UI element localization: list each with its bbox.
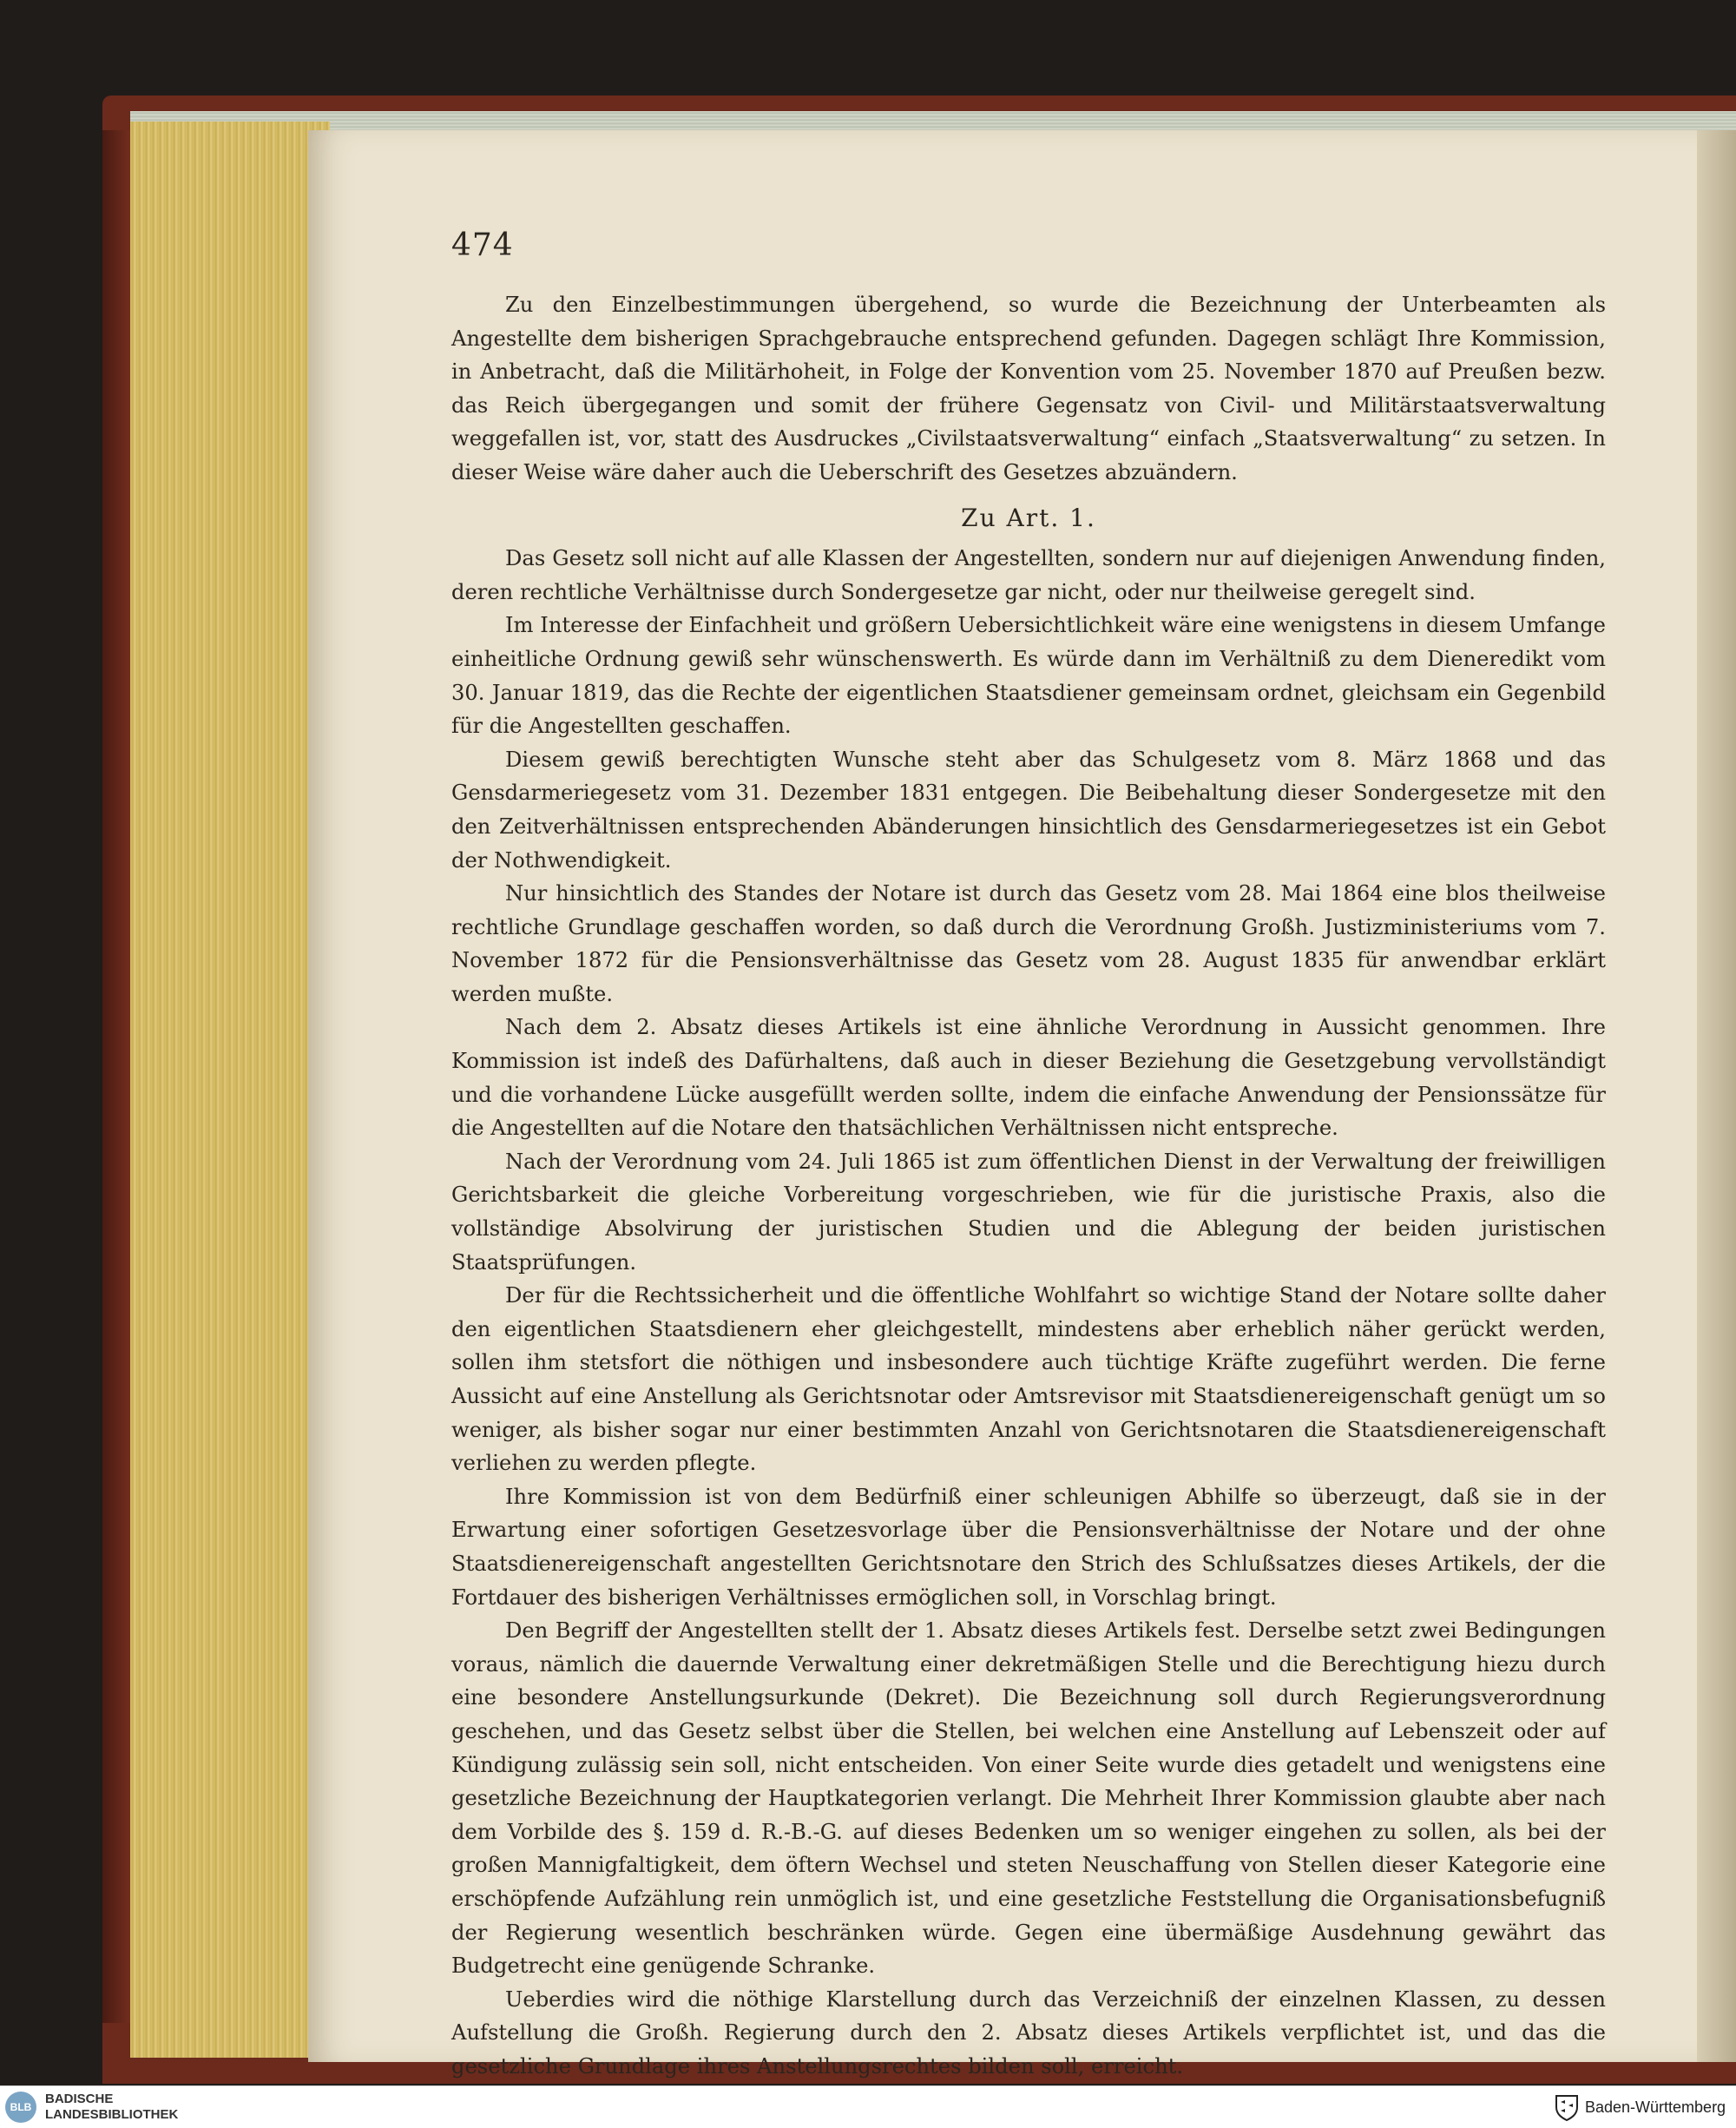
paragraph: Den Begriff der Angestellten stellt der 1. Absatz dieses Artikels fest. Derselbe setzt zwei Bedingungen voraus, nämlich die dauernde Verwaltung einer dekretmäßigen Stelle und die Berechtigung hiezu durch eine besondere Anstellungsurkunde (Dekret). Die Bezeichnung soll durch Regierungsverordnung geschehen, und das Gesetz selbst über die Stellen, bei welchen eine Anstellung auf Lebenszeit oder auf Kündigung zulässig sein soll, nicht entscheiden. Von einer Seite wurde dies getadelt und wenigstens eine gesetzliche Bezeichnung der Hauptkategorien verlangt. Die Mehrheit Ihrer Kommission glaubte aber nach dem Vorbilde des §. 159 d. R.-B.-G. auf dieses Bedenken um so weniger eingehen zu sollen, als bei der großen Mannigfaltigkeit, dem öftern Wechsel und steten Neuschaffung von Stellen dieser Kategorie eine erschöpfende Aufzählung rein unmöglich ist, und eine gesetzliche Feststellung die Organisationsbefugniß der Regierung wesentlich beschränken würde. Gegen eine übermäßige Ausdehnung gewährt das Budgetrecht eine genügende Schranke. (451, 1618, 1606, 1979)
page-text (451, 288, 1606, 2083)
coat-of-arms-icon[interactable] (1554, 2093, 1580, 2121)
page-gutter (1697, 130, 1736, 2062)
paragraph: Im Interesse der Einfachheit und größern Uebersichtlichkeit wäre eine wenigstens in diesem Umfange einheitliche Ordnung gewiß sehr wünschenswerth. Es würde dann im Verhältniß zu dem Dieneredikt vom 30. Januar 1819, das die Rechte der eigentlichen Staatsdiener gemeinsam ordnet, gleichsam ein Gegenbild für die Angestellten geschaffen. (451, 613, 1606, 739)
section-heading: Zu Art. 1. (961, 503, 1096, 532)
state-name[interactable]: Baden-Württemberg (1585, 2098, 1726, 2116)
paragraph: Diesem gewiß berechtigten Wunsche steht aber das Schulgesetz vom 8. März 1868 und das Gensdarmeriegesetz vom 31. Dezember 1831 entgegen. Die Beibehaltung dieser Sondergesetze mit den den Zeitverhältnissen entsprechenden Abänderungen hinsichtlich des Gensdarmeriegesetzes ist ein Gebot der Nothwendigkeit. (451, 747, 1606, 873)
paragraph: Das Gesetz soll nicht auf alle Klassen der Angestellten, sondern nur auf diejenigen Anwendung finden, deren rechtliche Verhältnisse durch Sondergesetze gar nicht, oder nur theilweise geregelt sind. (451, 546, 1606, 604)
intro-paragraph: Zu den Einzelbestimmungen übergehend, so wurde die Bezeichnung der Unterbeamten als Angestellte dem bisherigen Sprachgebrauche entsprechend gefunden. Dagegen schlägt Ihre Kommission, in Anbetracht, daß die Militärhoheit, in Folge der Konvention vom 25. November 1870 auf Preußen bezw. das Reich übergegangen und somit der frühere Gegensatz von Civil- und Militärstaatsverwaltung weggefallen ist, vor, statt des Ausdruckes „Civilstaatsverwaltung“ einfach „Staatsverwaltung“ zu setzen. In dieser Weise wäre daher auch die Ueberschrift des Gesetzes abzuändern. (451, 293, 1606, 484)
paragraph: Nur hinsichtlich des Standes der Notare ist durch das Gesetz vom 28. Mai 1864 eine blos theilweise rechtliche Grundlage geschaffen worden, so daß durch die Verordnung Großh. Justizministeriums vom 7. November 1872 für die Pensionsverhältnisse das Gesetz vom 28. August 1835 für anwendbar erklärt werden mußte. (451, 881, 1606, 1006)
paragraph: Ihre Kommission ist von dem Bedürfniß einer schleunigen Abhilfe so überzeugt, daß sie in der Erwartung einer sofortigen Gesetzesvorlage über die Pensionsverhältnisse der Notare und der ohne Staatsdienereigenschaft angestellten Gerichtsnotare den Strich des Schlußsatzes dieses Artikels, der die Fortdauer des bisherigen Verhältnisses ermöglichen soll, in Vorschlag bringt. (451, 1484, 1606, 1610)
library-name[interactable] (45, 2092, 178, 2123)
paragraph: Nach dem 2. Absatz dieses Artikels ist eine ähnliche Verordnung in Aussicht genommen. Ihre Kommission ist indeß des Dafürhaltens, daß auch in dieser Beziehung die Gesetzgebung vervollständigt und die vorhandene Lücke ausgefüllt werden sollte, indem die einfache Anwendung der Pensionssätze für die Angestellten auf die Notare den thatsächlichen Verhältnissen nicht entspreche. (451, 1015, 1606, 1141)
paragraph: Nach der Verordnung vom 24. Juli 1865 ist zum öffentlichen Dienst in der Verwaltung der freiwilligen Gerichtsbarkeit die gleiche Vorbereitung vorgeschrieben, wie für die juristische Praxis, also die vollständige Absolvirung der juristischen Studien und die Ablegung der beiden juristischen Staatsprüfungen. (451, 1149, 1606, 1275)
blb-logo-icon[interactable]: BLB (5, 2092, 36, 2123)
paragraph: Der für die Rechtssicherheit und die öffentliche Wohlfahrt so wichtige Stand der Notare sollte daher den eigentlichen Staatsdienern eher gleichgestellt, mindestens aber erheblich näher gerückt werden, sollen ihm stetsfort die nöthigen und insbesondere auch tüchtige Kräfte zugeführt werden. Die ferne Aussicht auf eine Anstellung als Gerichtsnotar oder Amtsrevisor mit Staatsdienereigenschaft genügt um so weniger, als bisher sogar nur einer bestimmten Anzahl von Gerichtsnotaren die Staatsdienereigenschaft verliehen zu werden pflegte. (451, 1283, 1606, 1476)
page-side-edges (130, 122, 330, 2058)
library-name-line2: LANDESBIBLIOTHEK (45, 2107, 179, 2122)
footer-bar (0, 2085, 1736, 2128)
library-name-line1: BADISCHE (45, 2092, 114, 2106)
page-number: 474 (451, 227, 514, 263)
paragraph: Ueberdies wird die nöthige Klarstellung durch das Verzeichniß der einzelnen Klassen, zu dessen Aufstellung die Großh. Regierung durch den 2. Absatz dieses Artikels verpflichtet ist, und das die gesetzliche Grundlage ihres Anstellungsrechtes bilden soll, erreicht. (451, 1986, 1606, 2079)
